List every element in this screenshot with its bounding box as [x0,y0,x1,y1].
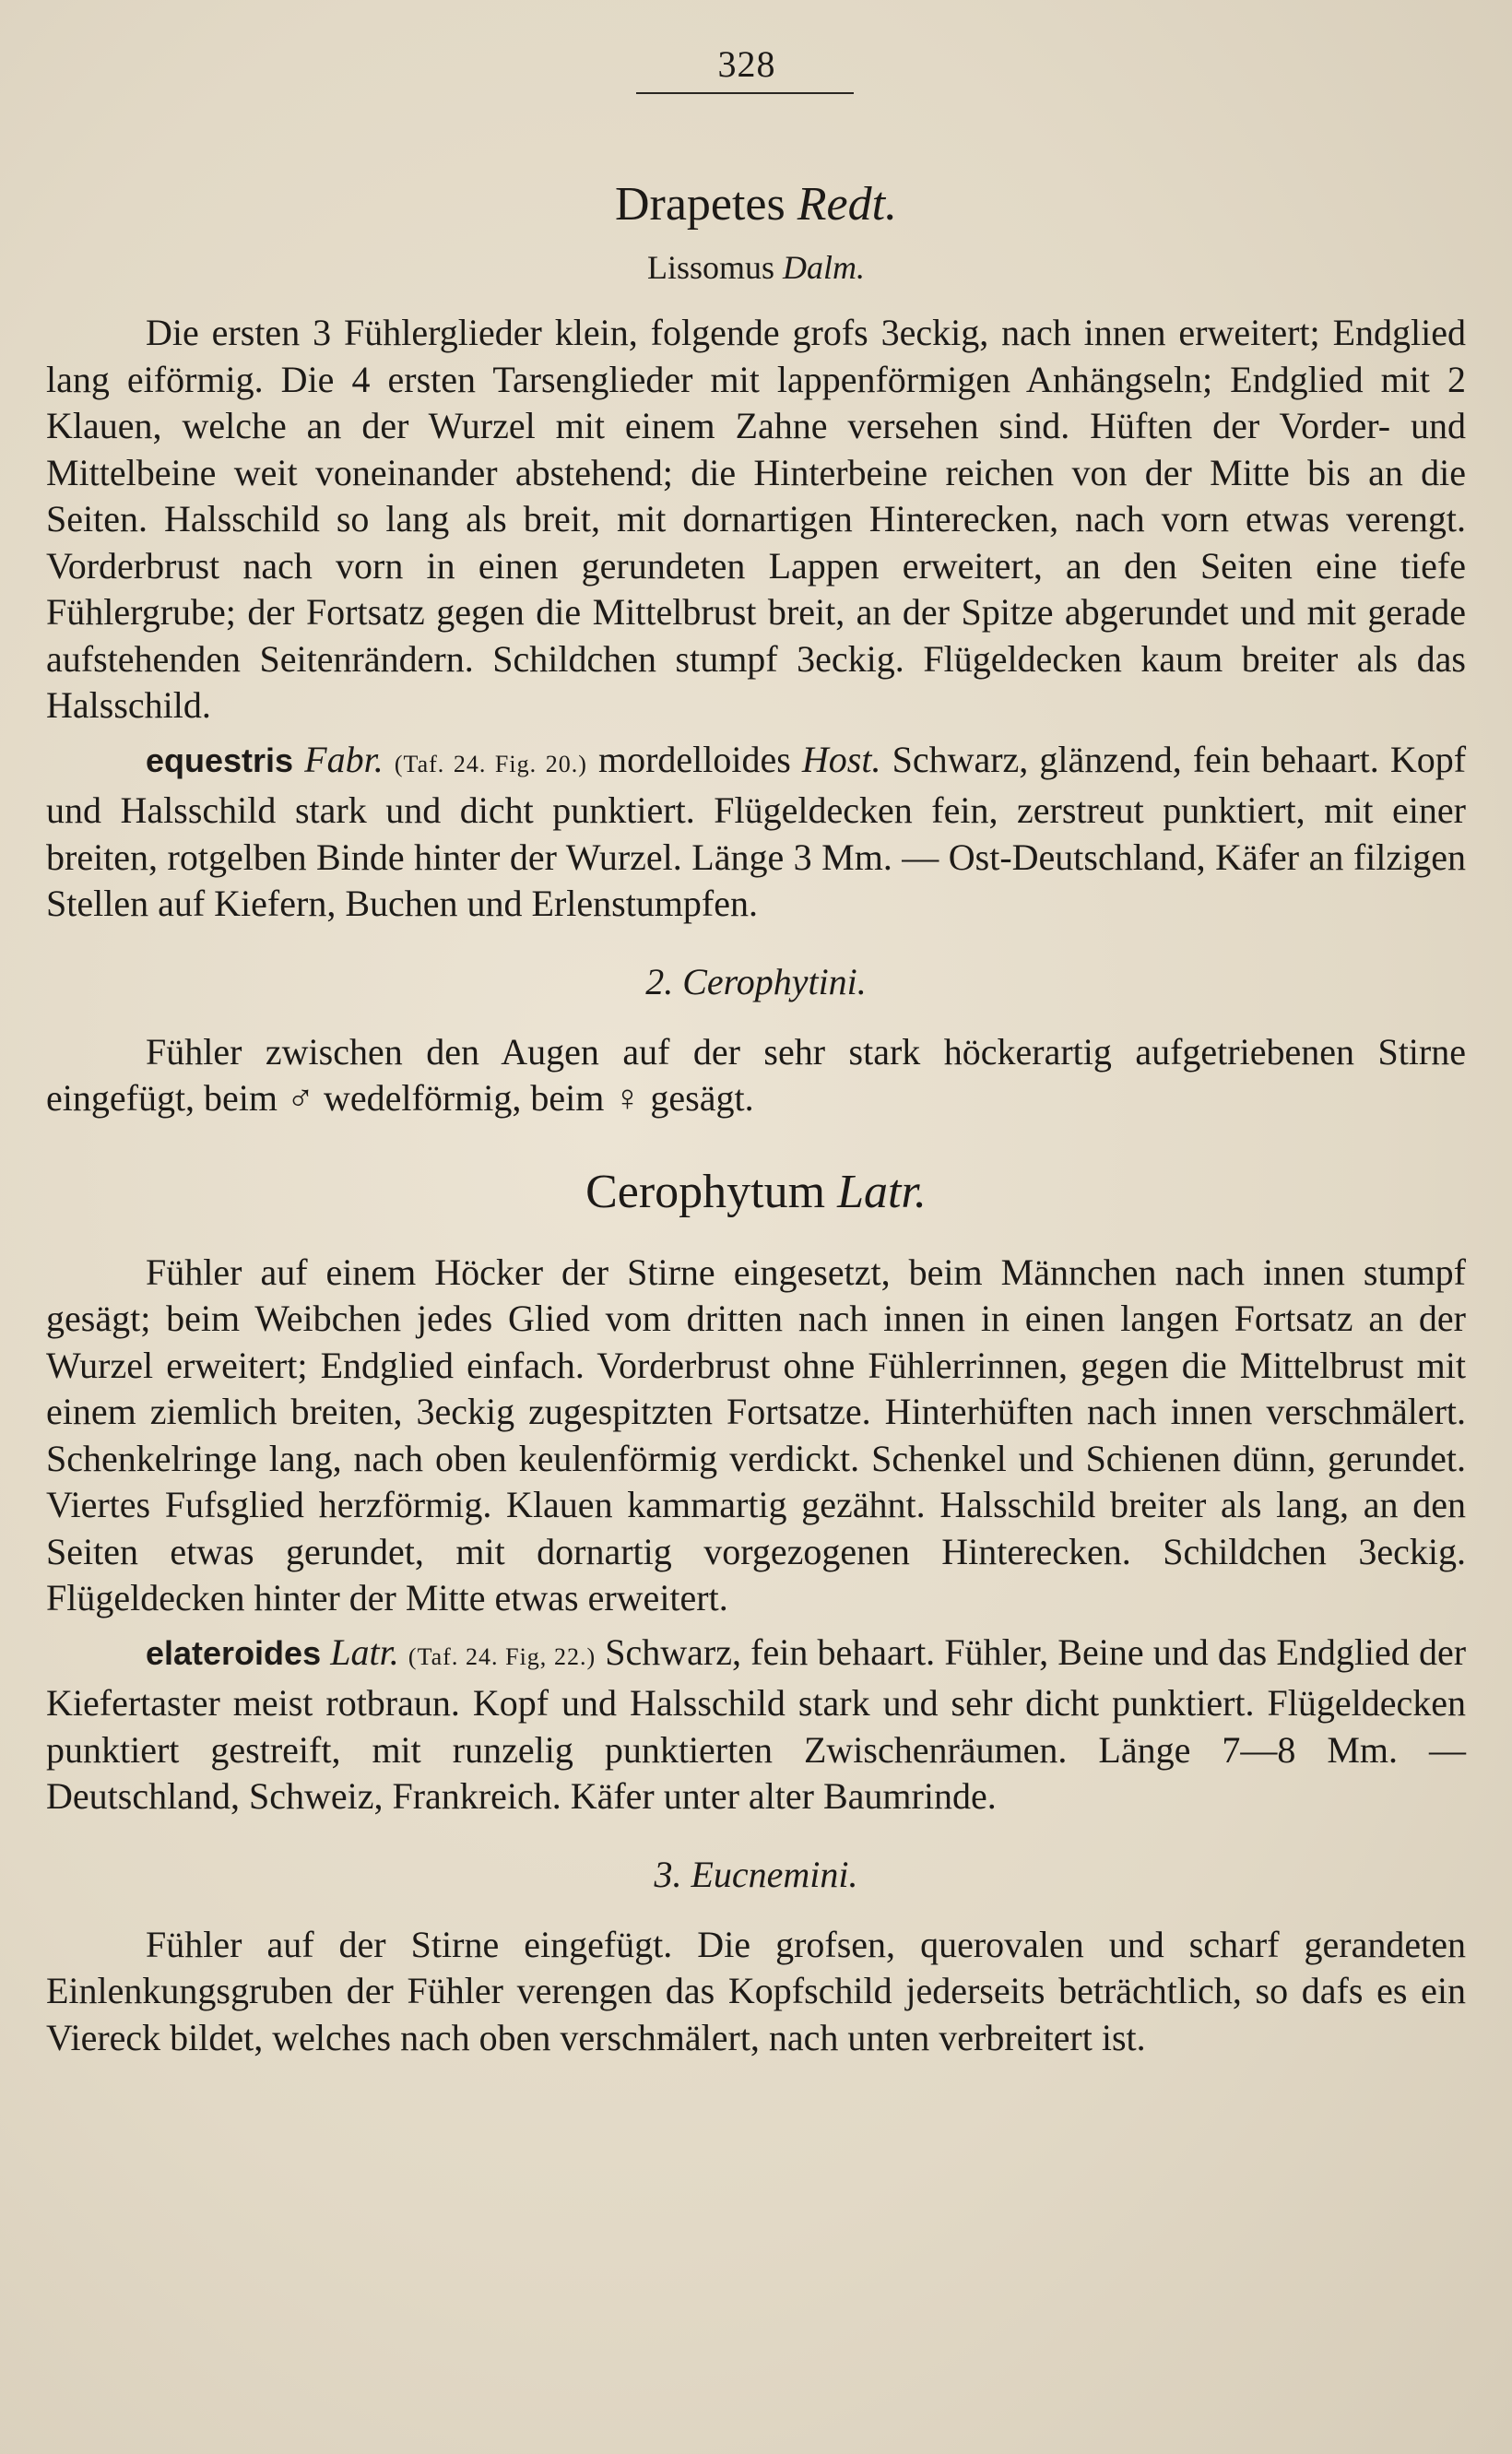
genus-author: Redt. [797,178,898,231]
section-number: 3. [654,1853,682,1895]
plate-reference: (Taf. 24. Fig, 22.) [408,1642,597,1670]
species-description: Schwarz, fein behaart. Fühler, Beine und das Endglied der Kiefertaster meist rotbraun. Kopf und Halsschild stark und sehr dicht punktiert. Flügeldecken punktiert gestreift, mit runzelig punktierten Zwischenräumen. Länge 7—8 Mm. — Deutschland, Schweiz, Frankreich. Käfer unter alter Baumrinde. [46,1630,1467,1817]
synonym-name: Lissomus [646,249,775,286]
species-entry-elateroides [46,1630,1466,1820]
section-description-cerophytini: Fühler zwischen den Augen auf der sehr stark höckerartig aufgetriebenen Stirne eingefügt, beim ♂ wedelförmig, beim ♀ gesägt. [46,1030,1466,1119]
plate-reference: (Taf. 24. Fig. 20.) [394,750,587,777]
genus-description-drapetes: Die ersten 3 Fühlerglieder klein, folgende grofs 3eckig, nach innen erweitert; Endglied lang eiförmig. Die 4 ersten Tarsenglieder mit lappenförmigen Anhängseln; Endglied mit 2 Klauen, welche an der Wurzel mit einem Zahne versehen sind. Hüften der Vorder- und Mittelbeine weit voneinander abstehend; die Hinterbeine reichen von der Mitte bis an die Seiten. Halsschild so lang als breit, mit dornartigen Hinterecken, nach vorn etwas verengt. Vorderbrust nach vorn in einen gerundeten Lappen erweitert, an den Seiten eine tiefe Fühlergrube; der Fortsatz gegen die Mittelbrust breit, an der Spitze abgerundet und mit gerade aufstehenden Seitenrändern. Schildchen stumpf 3eckig. Flügeldecken kaum breiter als das Halsschild. [46,312,1466,726]
species-name: equestris [146,741,294,779]
synonym-author: Dalm. [783,249,866,286]
section-heading-eucnemini [46,1852,1466,1898]
species-synonym-author: Host. [801,738,881,780]
page-content [46,175,1466,2061]
section-number: 2. [645,960,674,1002]
species-entry-equestris [46,737,1466,928]
synonym-line [46,245,1466,290]
genus-author: Latr. [837,1165,927,1218]
genus-name: Drapetes [614,178,786,231]
section-name: Cerophytini. [682,960,867,1002]
genus-description-cerophytum: Fühler auf einem Höcker der Stirne eingesetzt, beim Männchen nach innen stumpf gesägt; beim Weibchen jedes Glied vom dritten nach innen in einen langen Fortsatz an der Wurzel erweitert; Endglied einfach. Vorderbrust ohne Fühlerrinnen, gegen die Mittelbrust mit einem ziemlich breiten, 3eckig zugespitzten Fortsatze. Hinterhüften nach innen verschmälert. Schenkelringe lang, nach oben keulenförmig verdickt. Schenkel und Schienen dünn, gerundet. Viertes Fufsglied herzförmig. Klauen kammartig gezähnt. Halsschild breiter als lang, an den Seiten etwas gerundet, mit dornartig vorgezogenen Hinterecken. Schildchen 3eckig. Flügeldecken hinter der Mitte etwas erweitert. [46,1251,1466,1618]
species-synonym: mordelloides [597,738,791,780]
section-heading-cerophytini [46,959,1466,1005]
page-number: 328 [717,43,776,85]
genus-name: Cerophytum [585,1165,826,1218]
species-description: Schwarz, glänzend, fein behaart. Kopf und Halsschild stark und dicht punktiert. Flügeldecken fein, zerstreut punktiert, mit einer breiten, rotgelben Binde hinter der Wurzel. Länge 3 Mm. — Ost-Deutschland, Käfer an filzigen Stellen auf Kiefern, Buchen und Erlenstumpfen. [46,738,1467,924]
genus-heading-drapetes [46,175,1466,234]
species-name: elateroides [146,1633,322,1672]
species-author: Latr. [330,1630,399,1673]
section-name: Eucnemini. [691,1853,858,1895]
species-author: Fabr. [304,738,384,780]
section-description-eucnemini: Fühler auf der Stirne eingefügt. Die grofsen, querovalen und scharf gerandeten Einlenkungsgruben der Fühler verengen das Kopfschild jederseits beträchtlich, so dafs es ein Viereck bildet, welches nach oben verschmälert, nach unten verbreitert ist. [46,1923,1466,2058]
page-number-rule [636,92,854,94]
genus-heading-cerophytum [46,1163,1466,1222]
